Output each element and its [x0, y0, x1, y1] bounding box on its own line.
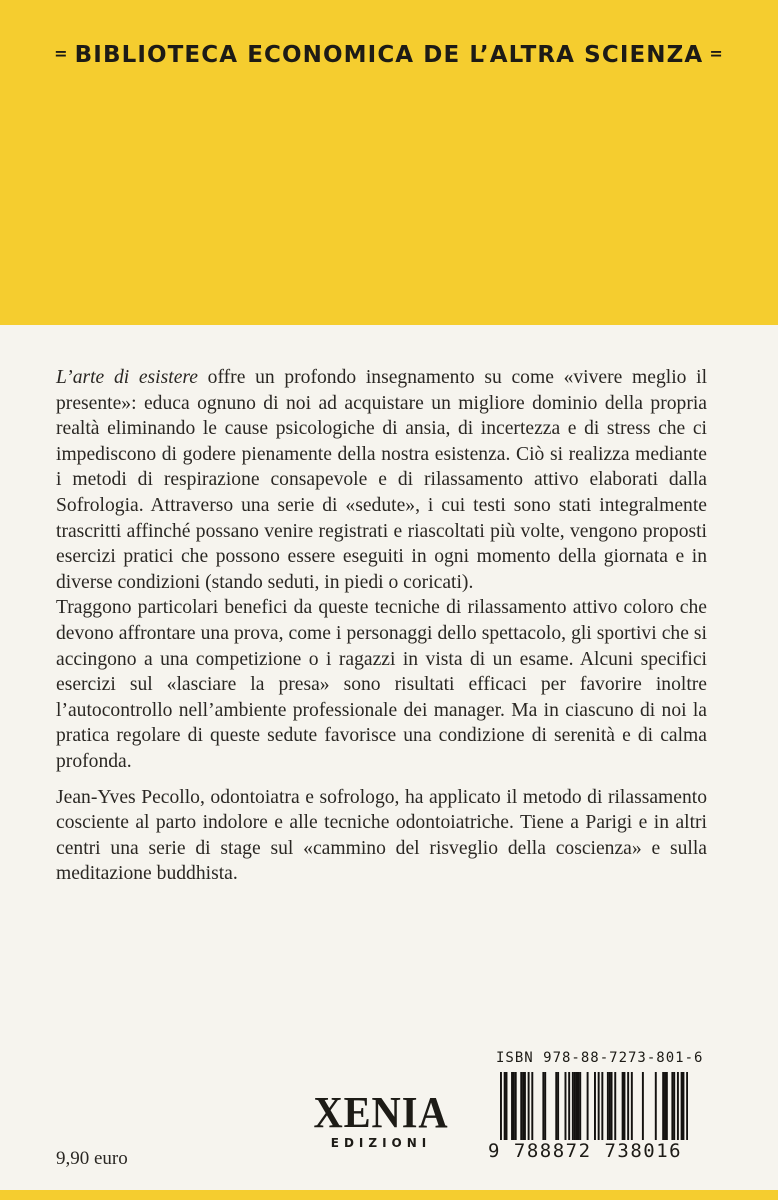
barcode-bar — [677, 1072, 679, 1148]
barcode-bar — [607, 1072, 609, 1148]
barcode-bar — [555, 1072, 557, 1148]
barcode-bar — [542, 1072, 544, 1148]
barcode-bar — [577, 1072, 579, 1148]
barcode-bar — [642, 1072, 644, 1148]
publisher-sub: EDIZIONI — [330, 1136, 432, 1150]
header-dash-right: = — [709, 44, 724, 63]
book-title: L’arte di esistere — [56, 367, 198, 388]
barcode-bar — [572, 1072, 574, 1148]
barcode-bar — [531, 1072, 533, 1148]
publisher-name: XENIA — [313, 1088, 449, 1137]
barcode-bar — [655, 1072, 657, 1148]
blurb-paragraph-1-text: offre un profondo insegnamento su come «vivere meglio il presente»: educa ognuno di noi ad acquistare un migliore dominio della propria realtà eliminando le cause psicologiche di ansia, di incertezza e di stress che ci impediscono di godere pienamente della nostra esistenza. Ciò si realizza mediante i metodi di respirazione consapevole e di rilassamento attivo elaborati dalla Sofrologia. Attraverso una serie di «sedute», i cui testi sono stati integralmente trascritti affinché possano venire registrati e riascoltati più volte, vengono proposti esercizi pratici che possono essere eseguiti in ogni momento della giornata e in diverse condizioni (stando seduti, in piedi o coricati). — [56, 367, 708, 593]
barcode-bar — [594, 1072, 596, 1148]
barcode-bar — [631, 1072, 633, 1148]
series-header — [0, 42, 778, 68]
series-title: BIBLIOTECA ECONOMICA DE L’ALTRA SCIENZA — [74, 42, 704, 68]
barcode-bar — [611, 1072, 613, 1148]
barcode-bar — [662, 1072, 664, 1148]
barcode-bar — [601, 1072, 603, 1148]
publisher-logo — [306, 1088, 456, 1150]
barcode-bar — [504, 1072, 506, 1148]
barcode-bar — [627, 1072, 629, 1148]
barcode-bar — [666, 1072, 668, 1148]
barcode-bar — [576, 1072, 578, 1148]
blurb-paragraph-1 — [56, 365, 707, 595]
price: 9,90 euro — [56, 1148, 128, 1169]
barcode-bar — [664, 1072, 666, 1148]
barcode-bar — [568, 1072, 570, 1148]
barcode-bar — [579, 1072, 581, 1148]
barcode-bar — [673, 1072, 675, 1148]
bottom-yellow-strip — [0, 1190, 778, 1200]
barcode-bar — [524, 1072, 526, 1148]
barcode-bar — [622, 1072, 624, 1148]
barcode-bar — [609, 1072, 611, 1148]
barcode-bar — [506, 1072, 508, 1148]
barcode — [500, 1072, 688, 1148]
back-cover-blurb — [56, 365, 707, 887]
barcode-bar — [614, 1072, 616, 1148]
barcode-bar — [515, 1072, 517, 1148]
barcode-bar — [520, 1072, 522, 1148]
barcode-bar — [686, 1072, 688, 1148]
barcode-bar — [681, 1072, 683, 1148]
barcode-bar — [528, 1072, 530, 1148]
barcode-bar — [522, 1072, 524, 1148]
author-bio: Jean-Yves Pecollo, odontoiatra e sofrologo, ha applicato il metodo di rilassamento cosciente al parto indolore e alle tecniche odontoiatriche. Tiene a Parigi e in altri centri una serie di stage sul «cammino del risveglio della coscienza» e sulla meditazione buddhista. — [56, 786, 707, 885]
barcode-bar — [557, 1072, 559, 1148]
barcode-bar — [500, 1072, 502, 1148]
barcode-bar — [623, 1072, 625, 1148]
ean-digits: 9 788872 738016 — [484, 1140, 698, 1162]
barcode-bar — [511, 1072, 513, 1148]
barcode-bar — [544, 1072, 546, 1148]
isbn-label: ISBN 978-88-7273-801-6 — [496, 1050, 704, 1066]
blurb-paragraph-2: Traggono particolari benefici da queste tecniche di rilassamento attivo coloro che devono affrontare una prova, come i personaggi dello spettacolo, gli sportivi che si accingono a una competizione o i ragazzi in vista di un esame. Alcuni specifici esercizi sul «lasciare la presa» sono risultati efficaci per favorire inoltre l’autocontrollo nell’ambiente professionale dei manager. Ma in ciascuno di noi la pratica regolare di queste sedute favorisce una condizione di serenità e di calma profonda. — [56, 597, 707, 772]
barcode-bar — [671, 1072, 673, 1148]
barcode-bar — [574, 1072, 576, 1148]
barcode-bar — [565, 1072, 567, 1148]
header-dash-left: = — [54, 44, 69, 63]
barcode-bar — [598, 1072, 600, 1148]
barcode-bar — [587, 1072, 589, 1148]
barcode-bar — [682, 1072, 684, 1148]
barcode-bar — [513, 1072, 515, 1148]
